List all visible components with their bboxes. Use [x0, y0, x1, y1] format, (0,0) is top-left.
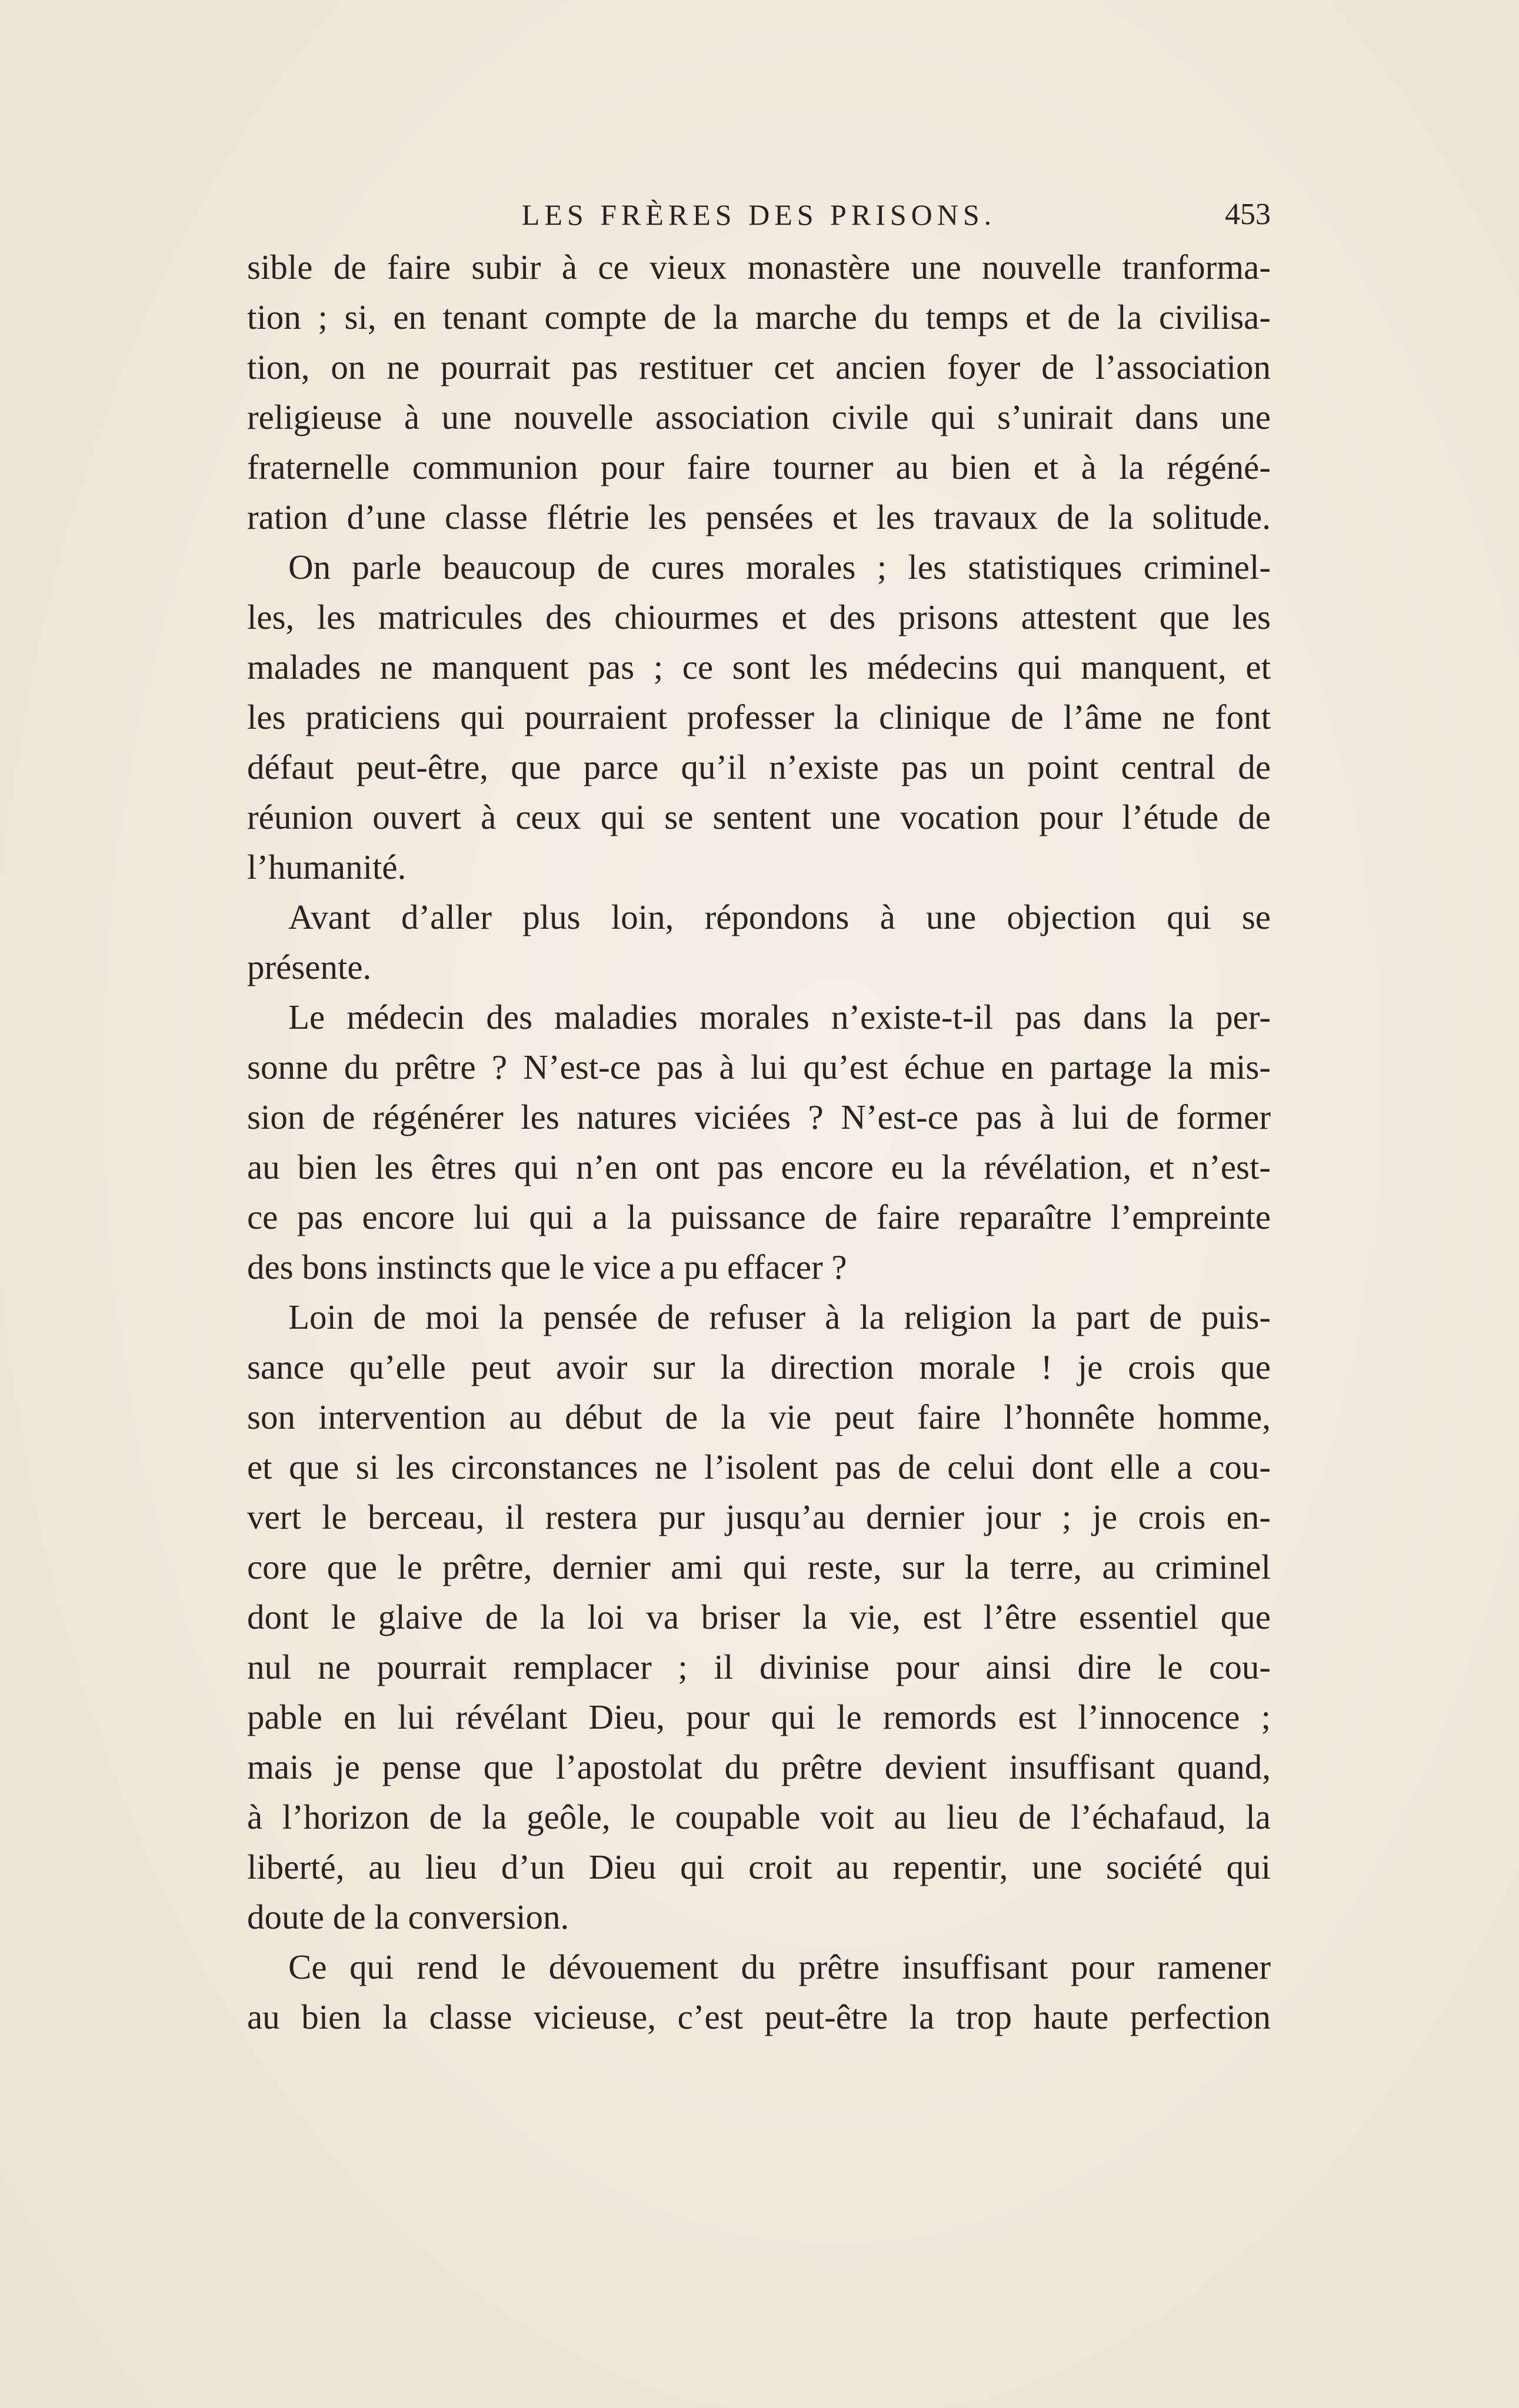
- text-line: nul ne pourrait remplacer ; il divinise pour ainsi dire le cou-: [247, 1647, 1271, 1686]
- text-line: doute de la conversion.: [247, 1897, 569, 1936]
- text-line: religieuse à une nouvelle association civile qui s’unirait dans une: [247, 398, 1271, 436]
- text-line: sance qu’elle peut avoir sur la direction morale ! je crois que: [247, 1348, 1271, 1386]
- paragraph-6: [247, 1942, 1271, 2042]
- text-line: réunion ouvert à ceux qui se sentent une vocation pour l’étude de: [247, 798, 1271, 836]
- text-line: malades ne manquent pas ; ce sont les médecins qui manquent, et: [247, 648, 1271, 686]
- text-line: au bien les êtres qui n’en ont pas encore eu la révélation, et n’est-: [247, 1148, 1271, 1186]
- text-line: mais je pense que l’apostolat du prêtre devient insuffisant quand,: [247, 1747, 1271, 1786]
- text-line: défaut peut-être, que parce qu’il n’existe pas un point central de: [247, 748, 1271, 786]
- text-line: ration d’une classe flétrie les pensées et les travaux de la solitude.: [247, 498, 1271, 536]
- text-line: son intervention au début de la vie peut faire l’honnête homme,: [247, 1398, 1271, 1436]
- running-title: LES FRÈRES DES PRISONS.: [521, 198, 997, 231]
- paragraph-2: [247, 542, 1271, 892]
- paragraph-4: [247, 992, 1271, 1292]
- text-line: dont le glaive de la loi va briser la vie, est l’être essentiel que: [247, 1597, 1271, 1636]
- text-line: Ce qui rend le dévouement du prêtre insuffisant pour ramener: [288, 1947, 1271, 1986]
- text-line: les, les matricules des chiourmes et des prisons attestent que les: [247, 598, 1271, 636]
- text-line: au bien la classe vicieuse, c’est peut-être la trop haute perfection: [247, 1997, 1271, 2036]
- paragraph-3: [247, 892, 1271, 992]
- text-line: l’humanité.: [247, 848, 407, 886]
- text-line: et que si les circonstances ne l’isolent pas de celui dont elle a cou-: [247, 1448, 1271, 1486]
- text-line: sion de régénérer les natures viciées ? N’est-ce pas à lui de former: [247, 1098, 1271, 1136]
- text-line: sonne du prêtre ? N’est-ce pas à lui qu’est échue en partage la mis-: [247, 1048, 1271, 1086]
- text-line: les praticiens qui pourraient professer la clinique de l’âme ne font: [247, 698, 1271, 736]
- body-text: [247, 242, 1271, 2042]
- text-line: pable en lui révélant Dieu, pour qui le remords est l’innocence ;: [247, 1697, 1271, 1736]
- paragraph-5: [247, 1292, 1271, 1942]
- text-line: Avant d’aller plus loin, répondons à une objection qui se: [288, 898, 1271, 936]
- text-line: ce pas encore lui qui a la puissance de faire reparaître l’empreinte: [247, 1198, 1271, 1236]
- page-header: [247, 188, 1271, 241]
- text-line: à l’horizon de la geôle, le coupable voit au lieu de l’échafaud, la: [247, 1797, 1271, 1836]
- text-line: Le médecin des maladies morales n’existe-t-il pas dans la per-: [288, 998, 1271, 1036]
- text-line: liberté, au lieu d’un Dieu qui croit au repentir, une société qui: [247, 1847, 1271, 1886]
- text-line: vert le berceau, il restera pur jusqu’au dernier jour ; je crois en-: [247, 1498, 1271, 1536]
- text-line: sible de faire subir à ce vieux monastère une nouvelle tranforma-: [247, 248, 1271, 286]
- text-line: présente.: [247, 948, 372, 986]
- text-line: fraternelle communion pour faire tourner au bien et à la régéné-: [247, 448, 1271, 486]
- text-line: tion, on ne pourrait pas restituer cet ancien foyer de l’association: [247, 348, 1271, 386]
- text-line: Loin de moi la pensée de refuser à la religion la part de puis-: [288, 1298, 1271, 1336]
- text-line: des bons instincts que le vice a pu effacer ?: [247, 1248, 847, 1286]
- text-line: On parle beaucoup de cures morales ; les statistiques criminel-: [288, 548, 1271, 586]
- text-line: core que le prêtre, dernier ami qui reste, sur la terre, au criminel: [247, 1547, 1271, 1586]
- paragraph-1: [247, 242, 1271, 542]
- page-number: 453: [1225, 198, 1271, 231]
- text-line: tion ; si, en tenant compte de la marche du temps et de la civilisa-: [247, 298, 1271, 336]
